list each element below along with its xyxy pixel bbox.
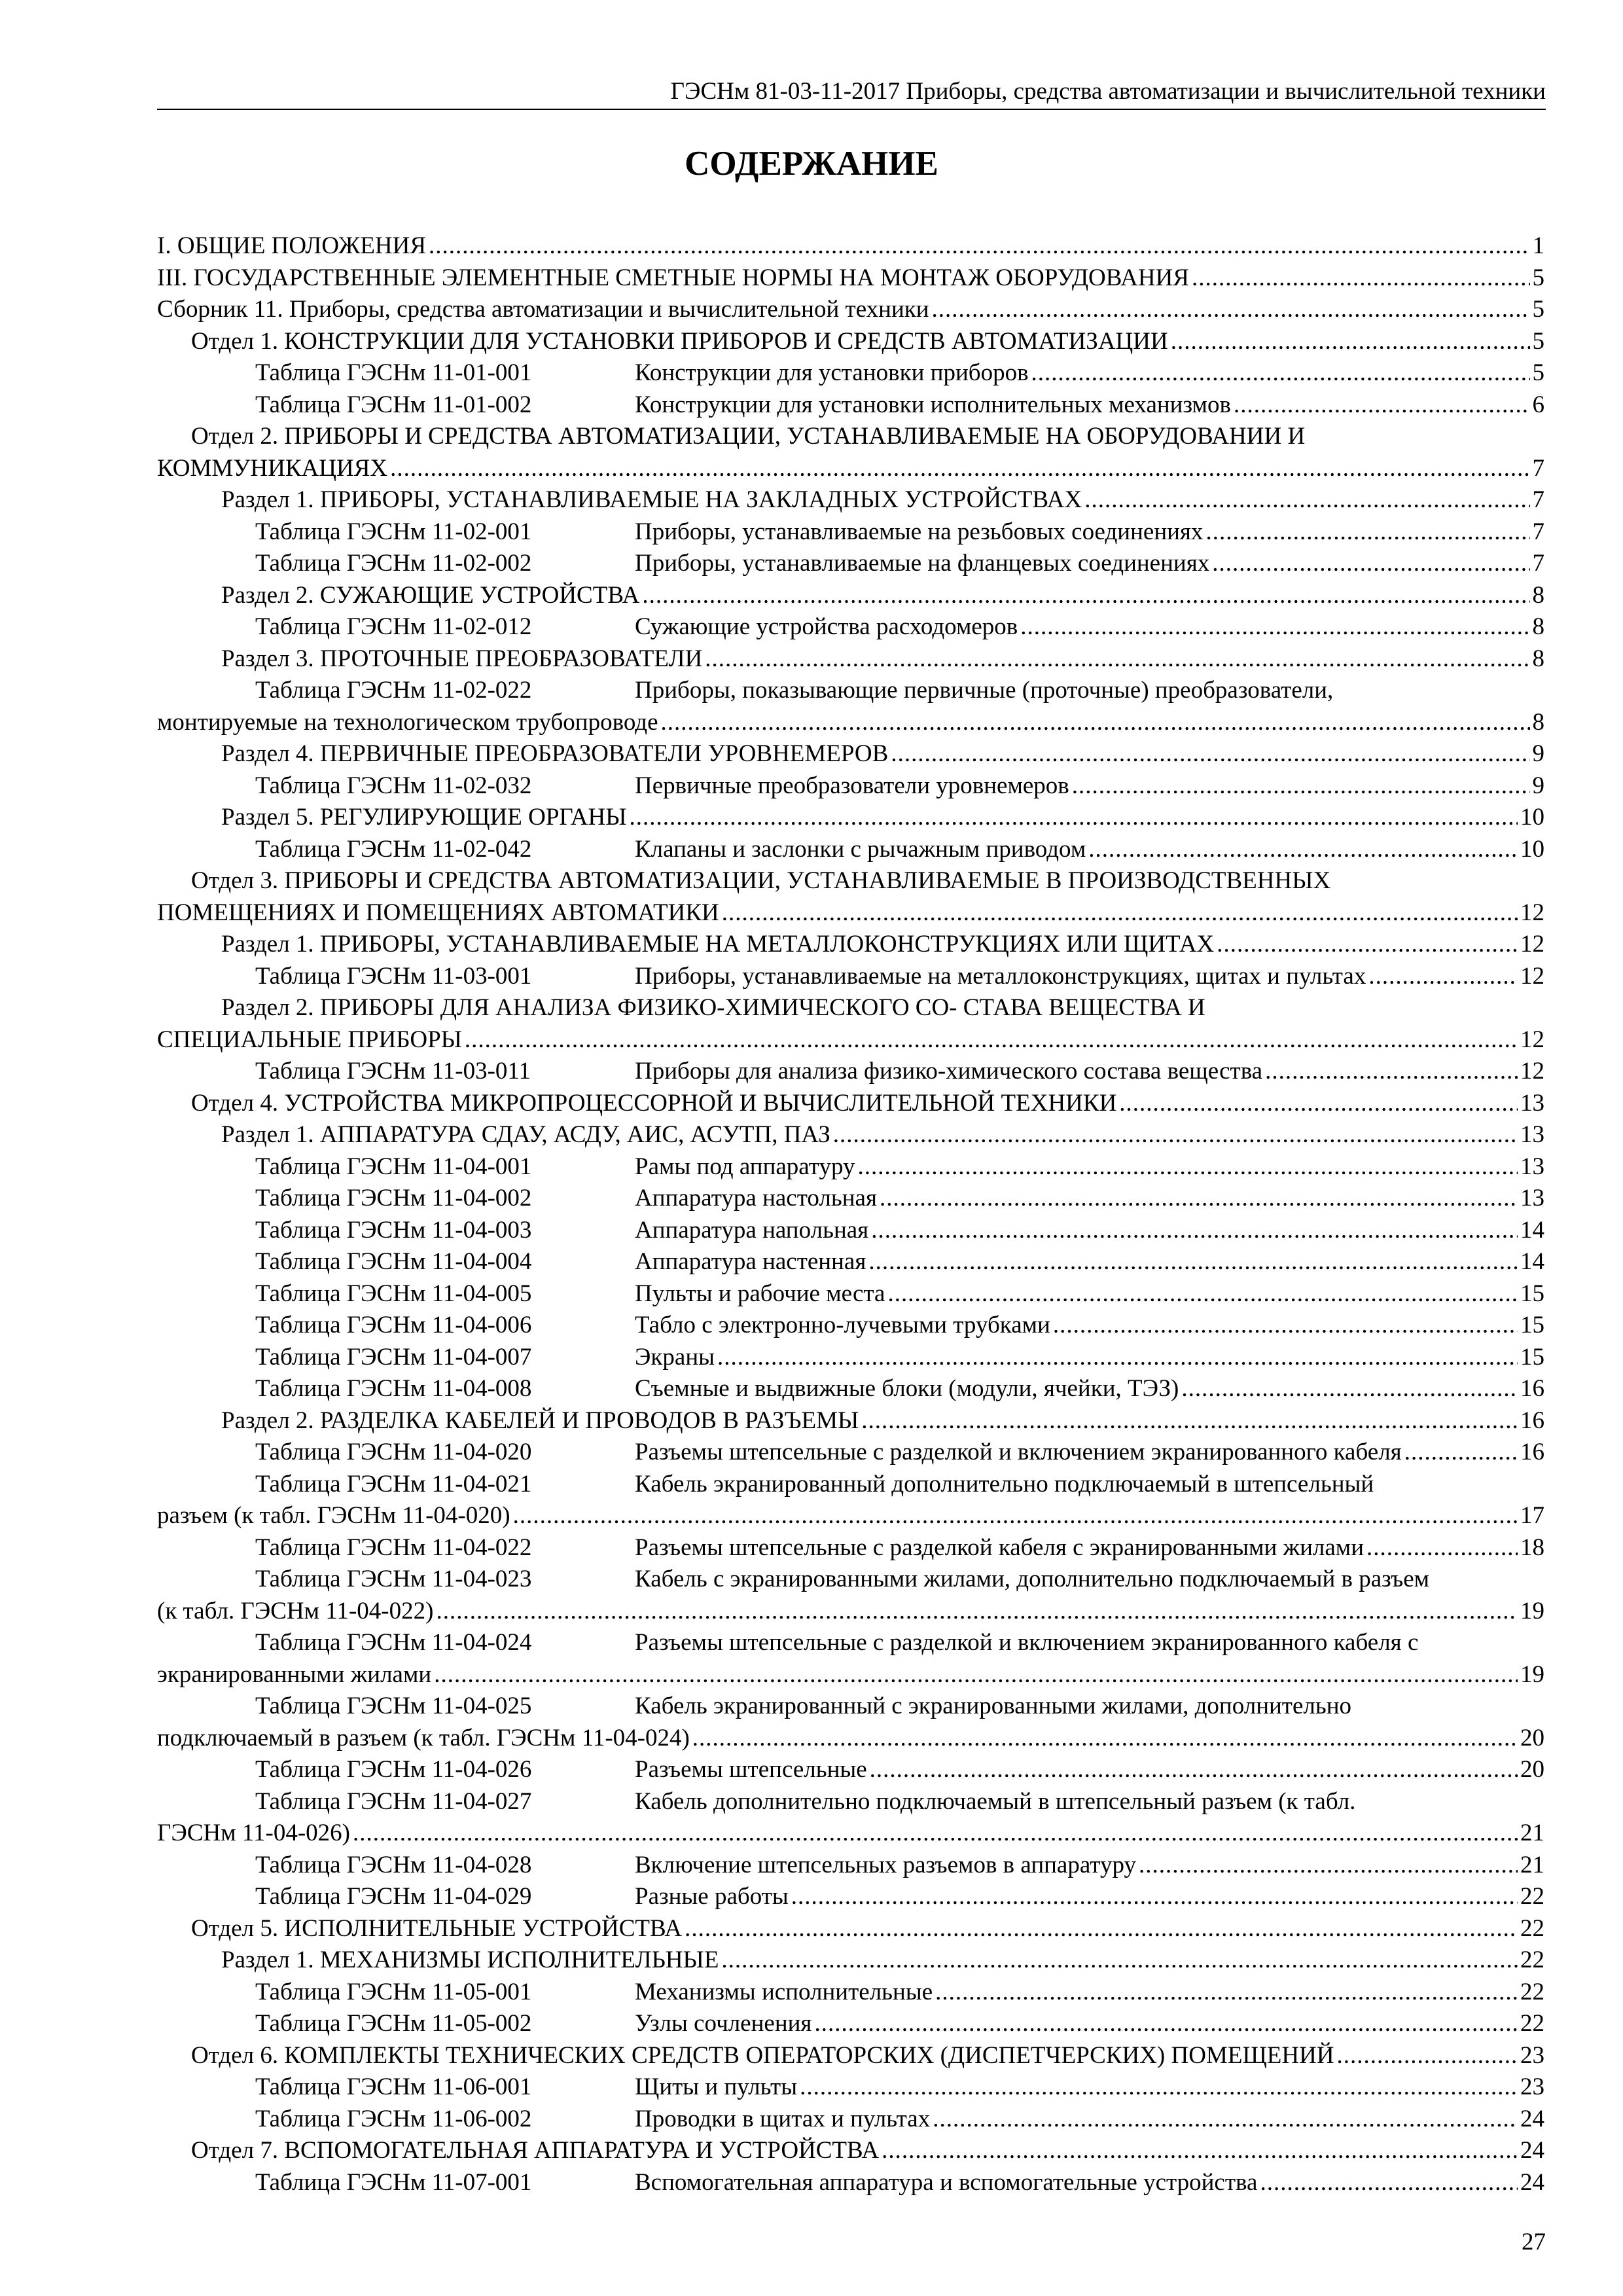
toc-entry[interactable]: [157, 1532, 1544, 1564]
toc-entry-title: I. ОБЩИЕ ПОЛОЖЕНИЯ: [157, 232, 427, 259]
toc-leader-dots: [932, 294, 1530, 326]
toc-page-number: 20: [1520, 1724, 1544, 1751]
toc-leader-dots: [868, 1246, 1518, 1278]
toc-page-number: 5: [1532, 327, 1544, 355]
toc-entry-title: Пульты и рабочие места: [635, 1280, 885, 1307]
toc-entry[interactable]: [157, 2072, 1544, 2104]
toc-page-number: 18: [1520, 1534, 1544, 1561]
toc-page-number: 12: [1520, 931, 1544, 958]
toc-table-code: Таблица ГЭСНм 11-04-022: [255, 1534, 532, 1561]
toc-leader-dots: [1205, 516, 1529, 548]
toc-table-code: Таблица ГЭСНм 11-04-024: [255, 1629, 532, 1656]
toc-entry-title: Узлы сочленения: [635, 2010, 812, 2037]
toc-page-number: 16: [1520, 1439, 1544, 1465]
toc-leader-dots: [390, 453, 1529, 485]
toc-leader-dots: [1234, 389, 1530, 422]
toc-leader-dots: [692, 1723, 1518, 1755]
toc-entry-title: Отдел 6. КОМПЛЕКТЫ ТЕХНИЧЕСКИХ СРЕДСТВ ОПЕРАТОРСКИХ (ДИСПЕТЧЕРСКИХ) ПОМЕЩЕНИЙ: [191, 2041, 1334, 2069]
page-title: СОДЕРЖАНИЕ: [685, 145, 938, 183]
toc-entry[interactable]: [157, 2167, 1544, 2199]
toc-entry[interactable]: [157, 2135, 1544, 2167]
toc-leader-dots: [353, 1818, 1518, 1850]
toc-page-number: 16: [1520, 1375, 1544, 1402]
toc-entry-title: Приборы, устанавливаемые на резьбовых соединениях: [635, 518, 1204, 545]
toc-table-code: Таблица ГЭСНм 11-04-006: [255, 1312, 532, 1338]
toc-leader-dots: [1212, 548, 1529, 580]
toc-leader-dots: [1404, 1437, 1518, 1469]
toc-entry[interactable]: [157, 1437, 1544, 1469]
toc-entry[interactable]: [157, 1754, 1544, 1786]
toc-entry-title: Механизмы исполнительные: [635, 1978, 933, 2005]
toc-leader-dots: [1119, 1088, 1518, 1120]
toc-entry-title: Раздел 2. РАЗДЕЛКА КАБЕЛЕЙ И ПРОВОДОВ В РАЗЪЕМЫ: [221, 1407, 859, 1434]
toc-leader-dots: [1139, 1850, 1518, 1882]
toc-page-number: 9: [1532, 740, 1544, 767]
toc-leader-dots: [721, 1945, 1518, 1977]
toc-entry[interactable]: [157, 294, 1544, 326]
toc-page-number: 12: [1520, 962, 1544, 990]
toc-entry-title: Раздел 4. ПЕРВИЧНЫЕ ПРЕОБРАЗОВАТЕЛИ УРОВНЕМЕРОВ: [221, 740, 889, 767]
toc-entry-title: Кабель экранированный с экранированными жилами, дополнительно: [635, 1693, 1352, 1719]
toc-leader-dots: [429, 230, 1529, 262]
toc-leader-dots: [891, 738, 1529, 770]
toc-table-code: Таблица ГЭСНм 11-02-022: [255, 677, 532, 704]
toc-entry-title: Аппаратура напольная: [635, 1216, 869, 1244]
toc-entry[interactable]: [157, 1310, 1544, 1342]
toc-entry-title: Конструкции для установки исполнительных механизмов: [635, 391, 1231, 418]
toc-leader-dots: [685, 1913, 1518, 1945]
toc-page-number: 22: [1520, 1883, 1544, 1910]
toc-entry-title: Отдел 2. ПРИБОРЫ И СРЕДСТВА АВТОМАТИЗАЦИИ, УСТАНАВЛИВАЕМЫЕ НА ОБОРУДОВАНИИ И: [191, 423, 1306, 450]
toc-entry[interactable]: [157, 1056, 1544, 1088]
toc-page-number: 12: [1520, 899, 1544, 926]
header-rule: [157, 109, 1546, 110]
toc-leader-dots: [880, 1183, 1518, 1215]
toc-page-number: 15: [1520, 1280, 1544, 1307]
toc-entry[interactable]: [157, 1786, 1544, 1850]
toc-entry-title: Раздел 5. РЕГУЛИРУЮЩИЕ ОРГАНЫ: [221, 804, 627, 831]
toc-entry[interactable]: [157, 230, 1544, 262]
toc-entry[interactable]: [157, 770, 1544, 802]
toc-entry[interactable]: [157, 1913, 1544, 1945]
toc-entry-title: Раздел 1. ПРИБОРЫ, УСТАНАВЛИВАЕМЫЕ НА ЗАКЛАДНЫХ УСТРОЙСТВАХ: [221, 486, 1082, 513]
toc-entry-title: Первичные преобразователи уровнемеров: [635, 772, 1069, 799]
toc-entry[interactable]: [157, 484, 1544, 516]
toc-page-number: 14: [1520, 1248, 1544, 1275]
toc-leader-dots: [871, 1215, 1518, 1247]
toc-leader-dots: [791, 1881, 1518, 1913]
toc-entry[interactable]: [157, 802, 1544, 834]
toc-leader-dots: [833, 1119, 1518, 1151]
toc-entry[interactable]: [157, 2104, 1544, 2136]
toc-leader-dots: [1368, 961, 1518, 993]
toc-entry-title: Раздел 1. ПРИБОРЫ, УСТАНАВЛИВАЕМЫЕ НА МЕТАЛЛОКОНСТРУКЦИЯХ ИЛИ ЩИТАХ: [221, 931, 1215, 958]
toc-leader-dots: [1265, 1056, 1518, 1088]
toc-entry[interactable]: [157, 1405, 1544, 1437]
toc-entry-title: Раздел 1. МЕХАНИЗМЫ ИСПОЛНИТЕЛЬНЫЕ: [221, 1946, 719, 1973]
toc-leader-dots: [1181, 1373, 1518, 1405]
toc-leader-dots: [1260, 2167, 1518, 2199]
toc-entry[interactable]: [157, 1564, 1544, 1627]
toc-page-number: 19: [1520, 1660, 1544, 1688]
toc-table-code: Таблица ГЭСНм 11-07-001: [255, 2168, 532, 2196]
toc-leader-dots: [1192, 262, 1530, 295]
toc-entry-title: Аппаратура настольная: [635, 1185, 877, 1211]
toc-entry[interactable]: [157, 357, 1544, 389]
toc-page-number: 8: [1532, 708, 1544, 736]
toc-table-code: Таблица ГЭСНм 11-04-020: [255, 1439, 532, 1465]
toc-table-code: Таблица ГЭСНм 11-04-004: [255, 1248, 532, 1275]
toc-entry[interactable]: [157, 1881, 1544, 1913]
toc-table-code: Таблица ГЭСНм 11-04-023: [255, 1566, 532, 1592]
toc-entry[interactable]: [157, 611, 1544, 643]
toc-page-number: 10: [1520, 835, 1544, 863]
toc-entry-title: Разъемы штепсельные с разделкой и включением экранированного кабеля с: [635, 1629, 1419, 1656]
toc-page-number: 16: [1520, 1407, 1544, 1434]
toc-entry-title: Разные работы: [635, 1883, 789, 1910]
toc-leader-dots: [1053, 1310, 1518, 1342]
toc-table-code: Таблица ГЭСНм 11-04-002: [255, 1185, 532, 1211]
toc-page-number: 12: [1520, 1026, 1544, 1053]
toc-table-code: Таблица ГЭСНм 11-05-002: [255, 2010, 532, 2037]
toc-entry-title: Приборы, устанавливаемые на фланцевых соединениях: [635, 550, 1210, 577]
toc-entry-title: Включение штепсельных разъемов в аппаратуру: [635, 1851, 1137, 1878]
toc-page-number: 8: [1532, 581, 1544, 609]
toc-leader-dots: [465, 1024, 1518, 1056]
toc-entry[interactable]: [157, 326, 1544, 358]
toc-table-code: Таблица ГЭСНм 11-04-001: [255, 1153, 532, 1180]
toc-leader-dots: [882, 2135, 1518, 2167]
toc-page-number: 22: [1520, 1946, 1544, 1973]
toc-entry[interactable]: [157, 1945, 1544, 1977]
toc-table-code: Таблица ГЭСНм 11-01-001: [255, 359, 532, 386]
toc-entry[interactable]: [157, 1088, 1544, 1120]
toc-entry[interactable]: [157, 865, 1544, 929]
toc-entry-title: Отдел 5. ИСПОЛНИТЕЛЬНЫЕ УСТРОЙСТВА: [191, 1914, 683, 1942]
toc-entry-title: Отдел 4. УСТРОЙСТВА МИКРОПРОЦЕССОРНОЙ И ВЫЧИСЛИТЕЛЬНОЙ ТЕХНИКИ: [191, 1089, 1117, 1117]
toc-page-number: 14: [1520, 1216, 1544, 1244]
toc-entry-title: Табло с электронно-лучевыми трубками: [635, 1312, 1050, 1338]
toc-table-code: Таблица ГЭСНм 11-02-001: [255, 518, 532, 545]
toc-page-number: 13: [1520, 1185, 1544, 1211]
toc-page-number: 5: [1532, 264, 1544, 291]
toc-leader-dots: [513, 1500, 1518, 1532]
toc-page-number: 5: [1532, 296, 1544, 323]
toc-entry-title: Кабель экранированный дополнительно подключаемый в штепсельный: [635, 1470, 1374, 1498]
toc-leader-dots: [1031, 357, 1530, 389]
toc-leader-dots: [814, 2008, 1518, 2040]
toc-page-number: 15: [1520, 1312, 1544, 1338]
toc-page-number: 7: [1532, 486, 1544, 513]
toc-page-number: 12: [1520, 1058, 1544, 1085]
toc-table-code: Таблица ГЭСНм 11-04-025: [255, 1693, 532, 1719]
toc-entry[interactable]: [157, 1246, 1544, 1278]
toc-page-number: 21: [1520, 1851, 1544, 1878]
toc-entry[interactable]: [157, 992, 1544, 1056]
toc-entry-title: Отдел 1. КОНСТРУКЦИИ ДЛЯ УСТАНОВКИ ПРИБОРОВ И СРЕДСТВ АВТОМАТИЗАЦИИ: [191, 327, 1168, 355]
running-header: ГЭСНм 81-03-11-2017 Приборы, средства автоматизации и вычислительной техники: [670, 78, 1546, 105]
toc-page-number: 7: [1532, 454, 1544, 482]
toc-table-code: Таблица ГЭСНм 11-04-027: [255, 1787, 532, 1815]
toc-leader-dots: [642, 580, 1529, 612]
toc-table-code: Таблица ГЭСНм 11-02-042: [255, 835, 532, 863]
page-number: 27: [1522, 2229, 1546, 2255]
toc-leader-dots: [436, 1596, 1518, 1628]
toc-page-number: 7: [1532, 550, 1544, 577]
toc-entry-title: Вспомогательная аппаратура и вспомогательные устройства: [635, 2168, 1258, 2196]
toc-entry[interactable]: [157, 1977, 1544, 2009]
toc-entry-title: Сборник 11. Приборы, средства автоматизации и вычислительной техники: [157, 296, 929, 323]
toc-entry-continuation: ПОМЕЩЕНИЯХ И ПОМЕЩЕНИЯХ АВТОМАТИКИ: [157, 899, 719, 926]
toc-entry-title: Приборы, устанавливаемые на металлоконструкциях, щитах и пультах: [635, 962, 1366, 990]
toc-entry-title: Разъемы штепсельные: [635, 1756, 867, 1783]
toc-leader-dots: [933, 2104, 1518, 2136]
toc-page-number: 8: [1532, 645, 1544, 672]
toc-page-number: 9: [1532, 772, 1544, 799]
toc-entry-title: Съемные и выдвижные блоки (модули, ячейки, ТЭЗ): [635, 1375, 1179, 1402]
toc-leader-dots: [800, 2072, 1518, 2104]
toc-entry-title: Приборы, показывающие первичные (проточные) преобразователи,: [635, 677, 1334, 704]
toc-entry-continuation: монтируемые на технологическом трубопроводе: [157, 708, 658, 736]
toc-table-code: Таблица ГЭСНм 11-02-002: [255, 550, 532, 577]
toc-entry[interactable]: [157, 1691, 1544, 1754]
toc-entry[interactable]: [157, 1373, 1544, 1405]
toc-entry[interactable]: [157, 834, 1544, 866]
toc-entry[interactable]: [157, 961, 1544, 993]
toc-leader-dots: [857, 1151, 1518, 1183]
toc-entry[interactable]: [157, 389, 1544, 422]
toc-table-code: Таблица ГЭСНм 11-02-032: [255, 772, 532, 799]
toc-leader-dots: [629, 802, 1518, 834]
toc-entry-title: Разъемы штепсельные с разделкой и включением экранированного кабеля: [635, 1439, 1402, 1465]
toc-leader-dots: [870, 1754, 1518, 1786]
toc-entry[interactable]: [157, 738, 1544, 770]
toc-entry[interactable]: [157, 1183, 1544, 1215]
toc-page-number: 20: [1520, 1756, 1544, 1783]
toc-page-number: 24: [1520, 2168, 1544, 2196]
toc-entry-title: Конструкции для установки приборов: [635, 359, 1029, 386]
toc-leader-dots: [887, 1278, 1518, 1310]
toc-entry-title: Сужающие устройства расходомеров: [635, 613, 1018, 640]
toc-entry-title: Отдел 3. ПРИБОРЫ И СРЕДСТВА АВТОМАТИЗАЦИИ, УСТАНАВЛИВАЕМЫЕ В ПРОИЗВОДСТВЕННЫХ: [191, 867, 1331, 894]
toc-entry[interactable]: [157, 1215, 1544, 1247]
toc-table-code: Таблица ГЭСНм 11-04-021: [255, 1470, 532, 1498]
toc-leader-dots: [1088, 834, 1518, 866]
toc-leader-dots: [717, 1342, 1518, 1374]
table-of-contents: [157, 230, 1544, 2198]
toc-page-number: 24: [1520, 2137, 1544, 2164]
toc-entry-title: Экраны: [635, 1343, 715, 1371]
toc-leader-dots: [1072, 770, 1530, 802]
toc-entry-title: Кабель дополнительно подключаемый в штепсельный разъем (к табл.: [635, 1787, 1356, 1815]
toc-page-number: 21: [1520, 1820, 1544, 1846]
toc-entry-continuation: СПЕЦИАЛЬНЫЕ ПРИБОРЫ: [157, 1026, 462, 1053]
toc-entry-continuation: подключаемый в разъем (к табл. ГЭСНм 11-04-024): [157, 1724, 690, 1751]
toc-page-number: 1: [1532, 232, 1544, 259]
toc-leader-dots: [1217, 929, 1518, 961]
toc-table-code: Таблица ГЭСНм 11-04-007: [255, 1343, 532, 1371]
toc-page-number: 23: [1520, 2041, 1544, 2069]
toc-entry[interactable]: [157, 262, 1544, 295]
toc-entry[interactable]: [157, 675, 1544, 738]
toc-entry[interactable]: [157, 1119, 1544, 1151]
toc-page-number: 15: [1520, 1343, 1544, 1371]
toc-leader-dots: [722, 897, 1518, 929]
toc-leader-dots: [661, 707, 1530, 739]
toc-page-number: 17: [1520, 1502, 1544, 1529]
toc-page-number: 13: [1520, 1089, 1544, 1117]
toc-table-code: Таблица ГЭСНм 11-01-002: [255, 391, 532, 418]
toc-entry-title: Раздел 2. ПРИБОРЫ ДЛЯ АНАЛИЗА ФИЗИКО-ХИМИЧЕСКОГО СО- СТАВА ВЕЩЕСТВА И: [221, 994, 1205, 1021]
toc-leader-dots: [861, 1405, 1518, 1437]
toc-entry-title: Клапаны и заслонки с рычажным приводом: [635, 835, 1086, 863]
toc-entry-title: Раздел 1. АППАРАТУРА СДАУ, АСДУ, АИС, АСУТП, ПАЗ: [221, 1121, 830, 1148]
toc-entry[interactable]: [157, 516, 1544, 548]
toc-leader-dots: [935, 1977, 1518, 2009]
toc-entry-continuation: разъем (к табл. ГЭСНм 11-04-020): [157, 1502, 510, 1529]
toc-entry[interactable]: [157, 1850, 1544, 1882]
toc-table-code: Таблица ГЭСНм 11-04-026: [255, 1756, 532, 1783]
toc-entry[interactable]: [157, 929, 1544, 961]
toc-page-number: 22: [1520, 1978, 1544, 2005]
toc-entry[interactable]: [157, 1469, 1544, 1532]
toc-leader-dots: [434, 1659, 1518, 1691]
toc-table-code: Таблица ГЭСНм 11-05-001: [255, 1978, 532, 2005]
toc-page-number: 19: [1520, 1597, 1544, 1624]
toc-leader-dots: [1084, 484, 1529, 516]
toc-table-code: Таблица ГЭСНм 11-04-028: [255, 1851, 532, 1878]
toc-entry-title: Раздел 2. СУЖАЮЩИЕ УСТРОЙСТВА: [221, 581, 640, 609]
toc-entry-title: Кабель с экранированными жилами, дополнительно подключаемый в разъем: [635, 1566, 1430, 1592]
toc-entry-title: III. ГОСУДАРСТВЕННЫЕ ЭЛЕМЕНТНЫЕ СМЕТНЫЕ НОРМЫ НА МОНТАЖ ОБОРУДОВАНИЯ: [157, 264, 1189, 291]
toc-table-code: Таблица ГЭСНм 11-03-001: [255, 962, 532, 990]
toc-table-code: Таблица ГЭСНм 11-04-003: [255, 1216, 532, 1244]
toc-entry[interactable]: [157, 580, 1544, 612]
toc-entry[interactable]: [157, 1278, 1544, 1310]
toc-page-number: 6: [1532, 391, 1544, 418]
toc-table-code: Таблица ГЭСНм 11-06-002: [255, 2105, 532, 2132]
toc-leader-dots: [1020, 611, 1529, 643]
toc-entry-title: Рамы под аппаратуру: [635, 1153, 855, 1180]
toc-entry-title: Отдел 7. ВСПОМОГАТЕЛЬНАЯ АППАРАТУРА И УСТРОЙСТВА: [191, 2137, 880, 2164]
toc-page-number: 24: [1520, 2105, 1544, 2132]
toc-page-number: 7: [1532, 518, 1544, 545]
toc-entry-title: Щиты и пульты: [635, 2073, 798, 2100]
toc-page-number: 22: [1520, 1914, 1544, 1942]
toc-page-number: 23: [1520, 2073, 1544, 2100]
toc-leader-dots: [1366, 1532, 1518, 1564]
toc-entry-continuation: (к табл. ГЭСНм 11-04-022): [157, 1597, 434, 1624]
toc-entry[interactable]: [157, 2040, 1544, 2072]
toc-leader-dots: [1337, 2040, 1518, 2072]
toc-page-number: 10: [1520, 804, 1544, 831]
toc-leader-dots: [1171, 326, 1530, 358]
toc-entry-title: Разъемы штепсельные с разделкой кабеля с экранированными жилами: [635, 1534, 1364, 1561]
toc-table-code: Таблица ГЭСНм 11-04-029: [255, 1883, 532, 1910]
toc-entry[interactable]: [157, 548, 1544, 580]
toc-entry[interactable]: [157, 1342, 1544, 1374]
toc-entry-continuation: КОММУНИКАЦИЯХ: [157, 454, 388, 482]
toc-entry[interactable]: [157, 1151, 1544, 1183]
toc-entry-continuation: ГЭСНм 11-04-026): [157, 1820, 350, 1846]
toc-entry[interactable]: [157, 421, 1544, 484]
toc-table-code: Таблица ГЭСНм 11-04-008: [255, 1375, 532, 1402]
toc-leader-dots: [705, 643, 1529, 675]
toc-table-code: Таблица ГЭСНм 11-06-001: [255, 2073, 532, 2100]
toc-entry-title: Аппаратура настенная: [635, 1248, 866, 1275]
toc-table-code: Таблица ГЭСНм 11-03-011: [255, 1058, 531, 1085]
toc-entry[interactable]: [157, 1627, 1544, 1691]
toc-table-code: Таблица ГЭСНм 11-02-012: [255, 613, 532, 640]
toc-entry[interactable]: [157, 2008, 1544, 2040]
toc-page-number: 5: [1532, 359, 1544, 386]
toc-table-code: Таблица ГЭСНм 11-04-005: [255, 1280, 532, 1307]
toc-entry-title: Проводки в щитах и пультах: [635, 2105, 931, 2132]
toc-entry-title: Раздел 3. ПРОТОЧНЫЕ ПРЕОБРАЗОВАТЕЛИ: [221, 645, 703, 672]
toc-page-number: 22: [1520, 2010, 1544, 2037]
toc-entry[interactable]: [157, 643, 1544, 675]
toc-page-number: 13: [1520, 1121, 1544, 1148]
toc-entry-continuation: экранированными жилами: [157, 1660, 432, 1688]
toc-page-number: 8: [1532, 613, 1544, 640]
toc-page-number: 13: [1520, 1153, 1544, 1180]
toc-entry-title: Приборы для анализа физико-химического состава вещества: [635, 1058, 1263, 1085]
